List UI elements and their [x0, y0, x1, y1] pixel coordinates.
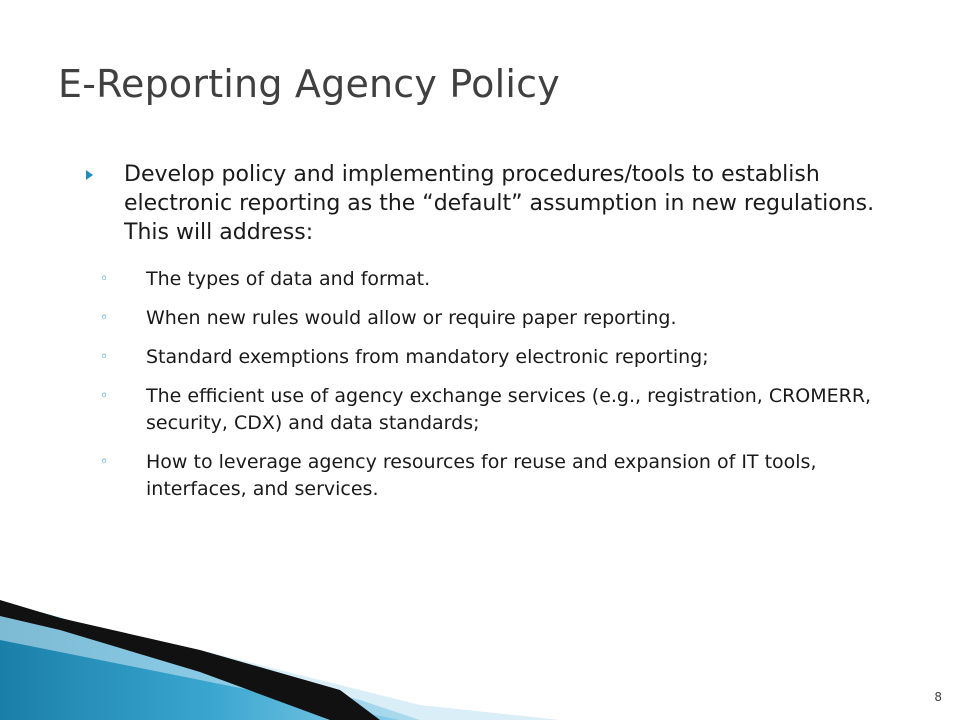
- open-circle-icon: ◦: [100, 271, 109, 287]
- sub-bullet-text: How to leverage agency resources for reuse and expansion of IT tools, interfaces, and services.: [146, 451, 817, 500]
- sub-bullet-text: Standard exemptions from mandatory electronic reporting;: [146, 346, 709, 368]
- triangle-right-icon: [86, 170, 93, 180]
- sub-bullet-text: The efficient use of agency exchange services (e.g., registration, CROMERR, security, CDX) and data standards;: [146, 385, 872, 434]
- sub-bullet-list: [100, 266, 920, 515]
- list-item: [100, 305, 920, 332]
- open-circle-icon: ◦: [100, 454, 109, 470]
- open-circle-icon: ◦: [100, 349, 109, 365]
- main-bullet-text: Develop policy and implementing procedures/tools to establish electronic reporting as the “default” assumption in new regulations. This will address:: [124, 162, 875, 245]
- sub-bullet-text: The types of data and format.: [146, 268, 431, 290]
- main-bullet: [86, 160, 916, 247]
- open-circle-icon: ◦: [100, 310, 109, 326]
- sub-bullet-text: When new rules would allow or require paper reporting.: [146, 307, 677, 329]
- list-item: [100, 449, 920, 503]
- page-number: 8: [934, 690, 942, 704]
- open-circle-icon: ◦: [100, 388, 109, 404]
- list-item: [100, 266, 920, 293]
- list-item: [100, 383, 920, 437]
- list-item: [100, 344, 920, 371]
- page-title: E-Reporting Agency Policy: [58, 62, 560, 106]
